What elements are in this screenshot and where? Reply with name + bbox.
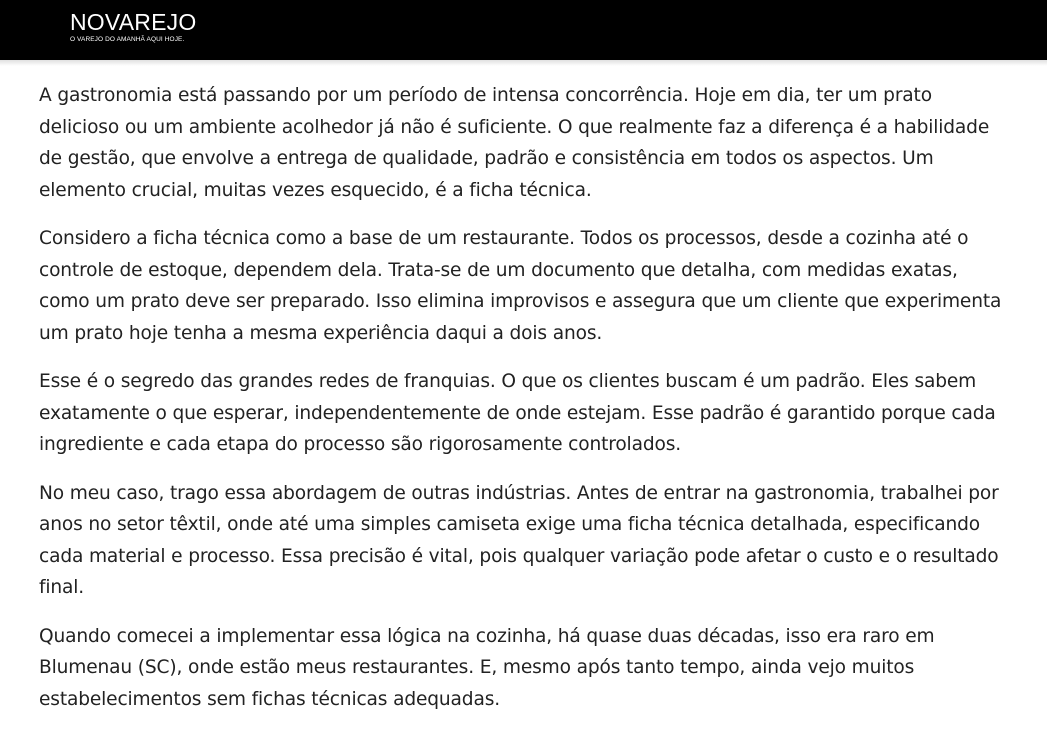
article-body bbox=[39, 80, 1007, 732]
article-paragraph: A gastronomia está passando por um período de intensa concorrência. Hoje em dia, ter um prato delicioso ou um ambiente acolhedor já não é suficiente. O que realmente faz a diferença é a habilidade de gestão, que envolve a entrega de qualidade, padrão e consistência em todos os aspectos. Um elemento crucial, muitas vezes esquecido, é a ficha técnica. bbox=[39, 85, 990, 201]
article-paragraph: No meu caso, trago essa abordagem de outras indústrias. Antes de entrar na gastronomia, trabalhei por anos no setor têxtil, onde até uma simples camiseta exige uma ficha técnica detalhada, especificando cada material e processo. Essa precisão é vital, pois qualquer variação pode afetar o custo e o resultado final. bbox=[39, 482, 999, 598]
article-paragraph: Considero a ficha técnica como a base de um restaurante. Todos os processos, desde a cozinha até o controle de estoque, dependem dela. Trata-se de um documento que detalha, com medidas exatas, como um prato deve ser preparado. Isso elimina improvisos e assegura que um cliente que experimenta um prato hoje tenha a mesma experiência daqui a dois anos. bbox=[39, 228, 1002, 344]
site-header bbox=[0, 0, 1047, 60]
header-shadow bbox=[0, 60, 1047, 66]
article-paragraph: Esse é o segredo das grandes redes de franquias. O que os clientes buscam é um padrão. Eles sabem exatamente o que esperar, independentemente de onde estejam. Esse padrão é garantido porque cada ingrediente e cada etapa do processo são rigorosamente controlados. bbox=[39, 371, 996, 455]
logo-name: NOVAREJO bbox=[70, 9, 197, 35]
site-logo[interactable] bbox=[70, 10, 196, 44]
logo-tagline: O VAREJO DO AMANHÃ AQUI HOJE. bbox=[70, 36, 185, 43]
article-paragraph: Quando comecei a implementar essa lógica na cozinha, há quase duas décadas, isso era raro em Blumenau (SC), onde estão meus restaurantes. E, mesmo após tanto tempo, ainda vejo muitos estabelecimentos sem fichas técnicas adequadas. bbox=[39, 625, 935, 710]
